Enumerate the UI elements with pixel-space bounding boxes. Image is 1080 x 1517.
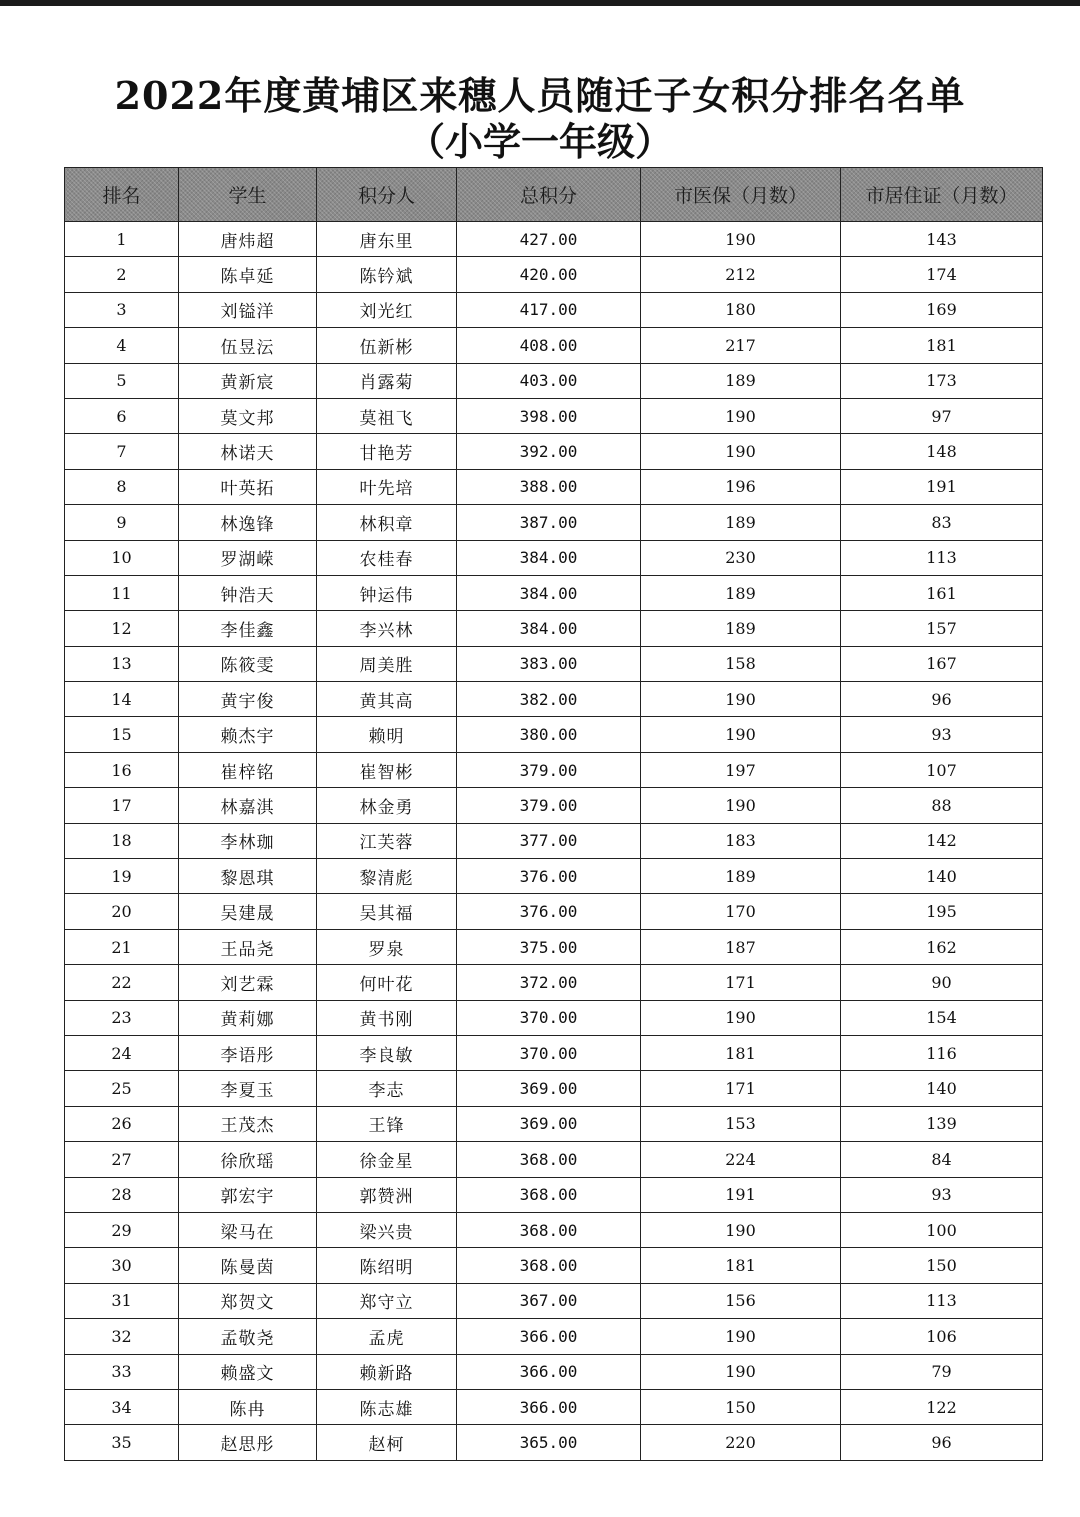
cell-residence-months: 142	[841, 823, 1043, 858]
cell-medical-months: 189	[641, 363, 841, 398]
header-medical-insurance-months: 市医保（月数）	[641, 168, 841, 222]
table-row	[65, 1389, 1043, 1424]
cell-student: 赵思彤	[179, 1425, 317, 1460]
cell-total-points: 392.00	[457, 434, 641, 469]
cell-total-points: 366.00	[457, 1354, 641, 1389]
cell-rank: 14	[65, 682, 179, 717]
cell-residence-months: 169	[841, 292, 1043, 327]
cell-medical-months: 196	[641, 469, 841, 504]
cell-student: 赖杰宇	[179, 717, 317, 752]
cell-total-points: 367.00	[457, 1283, 641, 1318]
cell-rank: 6	[65, 398, 179, 433]
cell-student: 郑贺文	[179, 1283, 317, 1318]
cell-residence-months: 97	[841, 398, 1043, 433]
table-row	[65, 575, 1043, 610]
cell-medical-months: 190	[641, 788, 841, 823]
cell-student: 赖盛文	[179, 1354, 317, 1389]
cell-total-points: 368.00	[457, 1248, 641, 1283]
cell-student: 林逸锋	[179, 505, 317, 540]
header-residence-permit-months: 市居住证（月数）	[841, 168, 1043, 222]
cell-applicant: 陈绍明	[317, 1248, 457, 1283]
cell-rank: 15	[65, 717, 179, 752]
cell-rank: 27	[65, 1142, 179, 1177]
table-row	[65, 1000, 1043, 1035]
cell-applicant: 林积章	[317, 505, 457, 540]
cell-rank: 23	[65, 1000, 179, 1035]
cell-student: 莫文邦	[179, 398, 317, 433]
cell-residence-months: 107	[841, 752, 1043, 787]
cell-medical-months: 181	[641, 1035, 841, 1070]
cell-residence-months: 181	[841, 328, 1043, 363]
cell-medical-months: 171	[641, 1071, 841, 1106]
table-body	[65, 222, 1043, 1461]
scan-border	[0, 0, 1080, 6]
cell-total-points: 388.00	[457, 469, 641, 504]
cell-applicant: 李兴林	[317, 611, 457, 646]
cell-rank: 35	[65, 1425, 179, 1460]
cell-applicant: 江芙蓉	[317, 823, 457, 858]
cell-medical-months: 197	[641, 752, 841, 787]
cell-total-points: 368.00	[457, 1212, 641, 1247]
ranking-table	[64, 167, 1043, 1461]
table-row	[65, 752, 1043, 787]
cell-rank: 2	[65, 257, 179, 292]
cell-applicant: 梁兴贵	[317, 1212, 457, 1247]
cell-total-points: 368.00	[457, 1177, 641, 1212]
cell-rank: 7	[65, 434, 179, 469]
cell-total-points: 380.00	[457, 717, 641, 752]
cell-student: 叶英拓	[179, 469, 317, 504]
table-row	[65, 292, 1043, 327]
cell-applicant: 王锋	[317, 1106, 457, 1141]
cell-total-points: 376.00	[457, 894, 641, 929]
cell-rank: 17	[65, 788, 179, 823]
cell-rank: 24	[65, 1035, 179, 1070]
cell-residence-months: 90	[841, 965, 1043, 1000]
cell-rank: 31	[65, 1283, 179, 1318]
cell-medical-months: 189	[641, 611, 841, 646]
cell-total-points: 369.00	[457, 1106, 641, 1141]
cell-medical-months: 190	[641, 1000, 841, 1035]
cell-rank: 1	[65, 222, 179, 257]
cell-student: 陈冉	[179, 1389, 317, 1424]
cell-residence-months: 174	[841, 257, 1043, 292]
cell-total-points: 427.00	[457, 222, 641, 257]
document-subtitle: （小学一年级）	[406, 119, 673, 164]
table-row	[65, 1106, 1043, 1141]
cell-residence-months: 162	[841, 929, 1043, 964]
table-row	[65, 540, 1043, 575]
table-row	[65, 222, 1043, 257]
cell-residence-months: 93	[841, 1177, 1043, 1212]
cell-rank: 26	[65, 1106, 179, 1141]
cell-student: 陈卓延	[179, 257, 317, 292]
cell-applicant: 郭赞洲	[317, 1177, 457, 1212]
cell-applicant: 赵柯	[317, 1425, 457, 1460]
cell-medical-months: 190	[641, 717, 841, 752]
cell-medical-months: 189	[641, 575, 841, 610]
cell-student: 徐欣瑶	[179, 1142, 317, 1177]
cell-rank: 32	[65, 1319, 179, 1354]
cell-rank: 21	[65, 929, 179, 964]
cell-medical-months: 190	[641, 434, 841, 469]
cell-residence-months: 113	[841, 540, 1043, 575]
cell-student: 王品尧	[179, 929, 317, 964]
cell-student: 吴建晟	[179, 894, 317, 929]
cell-medical-months: 171	[641, 965, 841, 1000]
cell-student: 林嘉淇	[179, 788, 317, 823]
cell-student: 郭宏宇	[179, 1177, 317, 1212]
cell-student: 李林珈	[179, 823, 317, 858]
header-total-points: 总积分	[457, 168, 641, 222]
cell-medical-months: 190	[641, 1319, 841, 1354]
cell-residence-months: 161	[841, 575, 1043, 610]
cell-total-points: 408.00	[457, 328, 641, 363]
header-student: 学生	[179, 168, 317, 222]
cell-residence-months: 139	[841, 1106, 1043, 1141]
cell-student: 唐炜超	[179, 222, 317, 257]
cell-student: 伍昱沄	[179, 328, 317, 363]
table-row	[65, 1035, 1043, 1070]
cell-student: 梁马在	[179, 1212, 317, 1247]
cell-residence-months: 88	[841, 788, 1043, 823]
cell-medical-months: 191	[641, 1177, 841, 1212]
table-row	[65, 965, 1043, 1000]
table-row	[65, 646, 1043, 681]
cell-student: 钟浩天	[179, 575, 317, 610]
cell-medical-months: 183	[641, 823, 841, 858]
cell-student: 罗湖嵘	[179, 540, 317, 575]
document-title: 2022年度黄埔区来穗人员随迁子女积分排名名单	[114, 73, 966, 118]
cell-medical-months: 150	[641, 1389, 841, 1424]
cell-applicant: 甘艳芳	[317, 434, 457, 469]
table-row	[65, 823, 1043, 858]
cell-residence-months: 154	[841, 1000, 1043, 1035]
table-row	[65, 1142, 1043, 1177]
cell-medical-months: 181	[641, 1248, 841, 1283]
cell-student: 黎恩琪	[179, 859, 317, 894]
cell-applicant: 肖露菊	[317, 363, 457, 398]
table-row	[65, 682, 1043, 717]
cell-medical-months: 156	[641, 1283, 841, 1318]
cell-student: 黄新宸	[179, 363, 317, 398]
table-header-row	[65, 168, 1043, 222]
cell-residence-months: 79	[841, 1354, 1043, 1389]
cell-applicant: 陈志雄	[317, 1389, 457, 1424]
cell-medical-months: 220	[641, 1425, 841, 1460]
cell-rank: 3	[65, 292, 179, 327]
cell-rank: 5	[65, 363, 179, 398]
cell-residence-months: 93	[841, 717, 1043, 752]
cell-applicant: 徐金星	[317, 1142, 457, 1177]
cell-medical-months: 190	[641, 222, 841, 257]
cell-rank: 33	[65, 1354, 179, 1389]
table-row	[65, 611, 1043, 646]
cell-rank: 22	[65, 965, 179, 1000]
cell-applicant: 叶先培	[317, 469, 457, 504]
cell-residence-months: 116	[841, 1035, 1043, 1070]
cell-applicant: 唐东里	[317, 222, 457, 257]
cell-student: 刘镒洋	[179, 292, 317, 327]
cell-total-points: 387.00	[457, 505, 641, 540]
cell-student: 黄宇俊	[179, 682, 317, 717]
cell-applicant: 钟运伟	[317, 575, 457, 610]
table-row	[65, 1248, 1043, 1283]
header-applicant: 积分人	[317, 168, 457, 222]
cell-residence-months: 122	[841, 1389, 1043, 1424]
table-row	[65, 363, 1043, 398]
cell-residence-months: 148	[841, 434, 1043, 469]
cell-total-points: 384.00	[457, 611, 641, 646]
cell-applicant: 莫祖飞	[317, 398, 457, 433]
cell-total-points: 366.00	[457, 1389, 641, 1424]
cell-residence-months: 191	[841, 469, 1043, 504]
cell-student: 黄莉娜	[179, 1000, 317, 1035]
cell-applicant: 孟虎	[317, 1319, 457, 1354]
cell-residence-months: 140	[841, 1071, 1043, 1106]
cell-applicant: 刘光红	[317, 292, 457, 327]
cell-total-points: 384.00	[457, 540, 641, 575]
table-row	[65, 1283, 1043, 1318]
cell-rank: 11	[65, 575, 179, 610]
cell-rank: 10	[65, 540, 179, 575]
cell-residence-months: 96	[841, 682, 1043, 717]
cell-medical-months: 189	[641, 505, 841, 540]
cell-total-points: 375.00	[457, 929, 641, 964]
cell-medical-months: 230	[641, 540, 841, 575]
cell-student: 李佳鑫	[179, 611, 317, 646]
cell-applicant: 李志	[317, 1071, 457, 1106]
cell-residence-months: 173	[841, 363, 1043, 398]
cell-medical-months: 190	[641, 1354, 841, 1389]
cell-total-points: 384.00	[457, 575, 641, 610]
cell-total-points: 366.00	[457, 1319, 641, 1354]
cell-student: 孟敬尧	[179, 1319, 317, 1354]
table-row	[65, 859, 1043, 894]
cell-applicant: 李良敏	[317, 1035, 457, 1070]
cell-medical-months: 158	[641, 646, 841, 681]
cell-medical-months: 217	[641, 328, 841, 363]
cell-rank: 19	[65, 859, 179, 894]
cell-medical-months: 170	[641, 894, 841, 929]
table-row	[65, 1425, 1043, 1460]
cell-total-points: 417.00	[457, 292, 641, 327]
cell-total-points: 377.00	[457, 823, 641, 858]
cell-residence-months: 83	[841, 505, 1043, 540]
cell-total-points: 365.00	[457, 1425, 641, 1460]
cell-total-points: 398.00	[457, 398, 641, 433]
cell-applicant: 赖明	[317, 717, 457, 752]
cell-residence-months: 157	[841, 611, 1043, 646]
cell-residence-months: 150	[841, 1248, 1043, 1283]
header-rank: 排名	[65, 168, 179, 222]
cell-residence-months: 167	[841, 646, 1043, 681]
cell-rank: 20	[65, 894, 179, 929]
table-row	[65, 929, 1043, 964]
cell-residence-months: 195	[841, 894, 1043, 929]
cell-medical-months: 212	[641, 257, 841, 292]
cell-applicant: 黎清彪	[317, 859, 457, 894]
cell-total-points: 370.00	[457, 1000, 641, 1035]
cell-applicant: 吴其福	[317, 894, 457, 929]
cell-applicant: 黄书刚	[317, 1000, 457, 1035]
cell-applicant: 赖新路	[317, 1354, 457, 1389]
table-row	[65, 505, 1043, 540]
table-row	[65, 788, 1043, 823]
table-row	[65, 1177, 1043, 1212]
cell-applicant: 郑守立	[317, 1283, 457, 1318]
cell-total-points: 403.00	[457, 363, 641, 398]
cell-medical-months: 190	[641, 682, 841, 717]
cell-student: 李语彤	[179, 1035, 317, 1070]
table-row	[65, 717, 1043, 752]
cell-rank: 4	[65, 328, 179, 363]
table-row	[65, 1354, 1043, 1389]
cell-rank: 18	[65, 823, 179, 858]
cell-residence-months: 113	[841, 1283, 1043, 1318]
cell-applicant: 陈钤斌	[317, 257, 457, 292]
cell-total-points: 370.00	[457, 1035, 641, 1070]
table-row	[65, 894, 1043, 929]
table-row	[65, 469, 1043, 504]
cell-student: 崔梓铭	[179, 752, 317, 787]
cell-medical-months: 187	[641, 929, 841, 964]
cell-medical-months: 190	[641, 1212, 841, 1247]
cell-residence-months: 96	[841, 1425, 1043, 1460]
table-row	[65, 328, 1043, 363]
cell-medical-months: 189	[641, 859, 841, 894]
cell-residence-months: 143	[841, 222, 1043, 257]
cell-student: 刘艺霖	[179, 965, 317, 1000]
cell-applicant: 黄其高	[317, 682, 457, 717]
cell-applicant: 崔智彬	[317, 752, 457, 787]
table-row	[65, 257, 1043, 292]
cell-residence-months: 140	[841, 859, 1043, 894]
cell-rank: 30	[65, 1248, 179, 1283]
cell-total-points: 369.00	[457, 1071, 641, 1106]
cell-student: 陈筱雯	[179, 646, 317, 681]
table-row	[65, 1212, 1043, 1247]
table-row	[65, 434, 1043, 469]
cell-rank: 29	[65, 1212, 179, 1247]
cell-applicant: 伍新彬	[317, 328, 457, 363]
cell-medical-months: 190	[641, 398, 841, 433]
cell-total-points: 372.00	[457, 965, 641, 1000]
cell-student: 王茂杰	[179, 1106, 317, 1141]
cell-medical-months: 224	[641, 1142, 841, 1177]
cell-total-points: 420.00	[457, 257, 641, 292]
cell-rank: 34	[65, 1389, 179, 1424]
cell-rank: 28	[65, 1177, 179, 1212]
cell-applicant: 周美胜	[317, 646, 457, 681]
cell-rank: 12	[65, 611, 179, 646]
cell-student: 陈曼茵	[179, 1248, 317, 1283]
cell-total-points: 379.00	[457, 752, 641, 787]
cell-total-points: 382.00	[457, 682, 641, 717]
cell-medical-months: 153	[641, 1106, 841, 1141]
table-row	[65, 1071, 1043, 1106]
cell-total-points: 379.00	[457, 788, 641, 823]
table-row	[65, 1319, 1043, 1354]
cell-applicant: 农桂春	[317, 540, 457, 575]
cell-residence-months: 84	[841, 1142, 1043, 1177]
cell-applicant: 林金勇	[317, 788, 457, 823]
cell-total-points: 383.00	[457, 646, 641, 681]
cell-rank: 8	[65, 469, 179, 504]
cell-total-points: 368.00	[457, 1142, 641, 1177]
cell-rank: 13	[65, 646, 179, 681]
cell-residence-months: 106	[841, 1319, 1043, 1354]
cell-applicant: 罗泉	[317, 929, 457, 964]
cell-student: 林诺天	[179, 434, 317, 469]
cell-student: 李夏玉	[179, 1071, 317, 1106]
cell-rank: 16	[65, 752, 179, 787]
cell-residence-months: 100	[841, 1212, 1043, 1247]
cell-rank: 25	[65, 1071, 179, 1106]
cell-applicant: 何叶花	[317, 965, 457, 1000]
cell-rank: 9	[65, 505, 179, 540]
cell-total-points: 376.00	[457, 859, 641, 894]
table-row	[65, 398, 1043, 433]
cell-medical-months: 180	[641, 292, 841, 327]
